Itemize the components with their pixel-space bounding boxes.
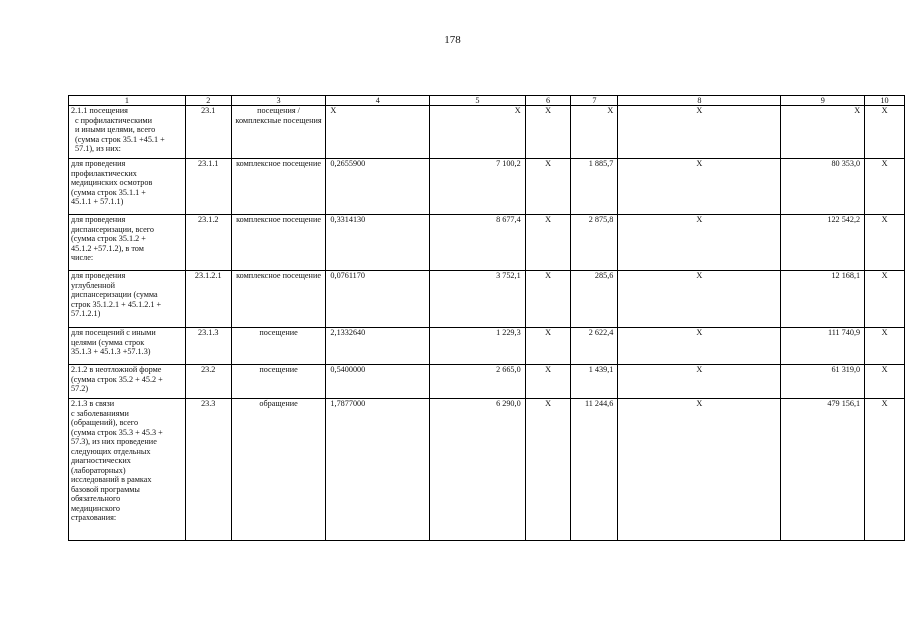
description-line: 57.2): [71, 384, 89, 394]
description-line: диспансеризации, всего: [71, 224, 154, 234]
description-line: исследований в рамках: [71, 475, 152, 485]
cell-col9: 111 740,9: [781, 328, 865, 365]
description-line: для посещений с иными: [71, 328, 156, 337]
norm-cell: X: [326, 106, 430, 159]
cost-cell: 1 229,3: [430, 328, 526, 365]
cell-col6: X: [525, 159, 571, 215]
description-line: целями (сумма строк: [71, 337, 145, 347]
cost-cell: X: [430, 106, 526, 159]
description-line: базовой программы: [71, 484, 140, 494]
description-line: 2.1.2 в неотложной форме: [71, 365, 162, 374]
row-code: 23.1.3: [185, 328, 231, 365]
norm-cell: 0,3314130: [326, 215, 430, 271]
cell-col6: X: [525, 399, 571, 541]
norm-cell: 0,5400000: [326, 365, 430, 399]
description-line: 2.1.1 посещения: [71, 106, 128, 115]
norm-cell: 0,2655900: [326, 159, 430, 215]
column-header: 4: [326, 96, 430, 106]
row-description: [69, 399, 186, 541]
cell-col7: 11 244,6: [571, 399, 618, 541]
description-line: 57.1.2.1): [71, 309, 101, 319]
description-line: числе:: [71, 253, 94, 263]
cell-col8: X: [618, 215, 781, 271]
cell-col7: 1 885,7: [571, 159, 618, 215]
description-line: (сумма строк 35.1.2 +: [71, 234, 146, 244]
row-code: 23.1.1: [185, 159, 231, 215]
table-row: [69, 159, 905, 215]
description-line: (сумма строк 35.2 + 45.2 +: [71, 374, 163, 384]
data-table: [68, 95, 905, 541]
norm-cell: 2,1332640: [326, 328, 430, 365]
description-line: медицинского: [71, 503, 120, 513]
description-line: (лабораторных): [71, 465, 126, 475]
cell-col8: X: [618, 328, 781, 365]
row-description: [69, 365, 186, 399]
cost-cell: 7 100,2: [430, 159, 526, 215]
row-code: 23.2: [185, 365, 231, 399]
norm-cell: 1,7877000: [326, 399, 430, 541]
unit-cell: посещение: [231, 328, 326, 365]
row-description: [69, 328, 186, 365]
description-line: для проведения: [71, 271, 126, 280]
cell-col10: X: [865, 159, 905, 215]
header-row: [69, 96, 905, 106]
page-number: 178: [444, 34, 461, 46]
unit-cell: комплексное посещение: [231, 159, 326, 215]
cell-col10: X: [865, 271, 905, 328]
row-code: 23.1: [185, 106, 231, 159]
cell-col8: X: [618, 159, 781, 215]
cell-col9: 479 156,1: [781, 399, 865, 541]
description-line: 2.1.3 в связи: [71, 399, 115, 408]
description-line: 57.3), из них проведение: [71, 437, 157, 447]
cost-cell: 8 677,4: [430, 215, 526, 271]
cell-col7: 2 622,4: [571, 328, 618, 365]
description-line: углубленной: [71, 280, 116, 290]
column-header: 6: [525, 96, 571, 106]
row-description: [69, 215, 186, 271]
unit-cell: посещения / комплексные посещения: [231, 106, 326, 159]
row-code: 23.1.2: [185, 215, 231, 271]
table-row: [69, 328, 905, 365]
column-header: 9: [781, 96, 865, 106]
cell-col8: X: [618, 106, 781, 159]
cell-col8: X: [618, 271, 781, 328]
description-line: (сумма строк 35.3 + 45.3 +: [71, 427, 163, 437]
description-line: строк 35.1.2.1 + 45.1.2.1 +: [71, 299, 162, 309]
cost-cell: 2 665,0: [430, 365, 526, 399]
description-line: следующих отдельных: [71, 446, 151, 456]
description-line: для проведения: [71, 215, 126, 224]
table-row: [69, 271, 905, 328]
cell-col7: 1 439,1: [571, 365, 618, 399]
cell-col10: X: [865, 365, 905, 399]
cell-col10: X: [865, 328, 905, 365]
cell-col9: 61 319,0: [781, 365, 865, 399]
unit-cell: комплексное посещение: [231, 215, 326, 271]
table-row: [69, 399, 905, 541]
cell-col6: X: [525, 365, 571, 399]
table-row: [69, 365, 905, 399]
cell-col9: 122 542,2: [781, 215, 865, 271]
description-line: с профилактическими: [75, 115, 152, 125]
column-header: 5: [430, 96, 526, 106]
description-line: медицинских осмотров: [71, 178, 153, 188]
description-line: 45.1.1 + 57.1.1): [71, 197, 124, 207]
description-line: 45.1.2 +57.1.2), в том: [71, 243, 144, 253]
description-line: и иными целями, всего: [75, 125, 156, 135]
description-line: страхования:: [71, 513, 117, 523]
column-header: 1: [69, 96, 186, 106]
cell-col7: X: [571, 106, 618, 159]
cost-cell: 6 290,0: [430, 399, 526, 541]
row-description: [69, 271, 186, 328]
column-header: 10: [865, 96, 905, 106]
cell-col7: 2 875,8: [571, 215, 618, 271]
unit-cell: комплексное посещение: [231, 271, 326, 328]
description-line: диагностических: [71, 456, 131, 466]
column-header: 3: [231, 96, 326, 106]
column-header: 2: [185, 96, 231, 106]
table-row: [69, 106, 905, 159]
column-header: 8: [618, 96, 781, 106]
cell-col9: 80 353,0: [781, 159, 865, 215]
description-line: профилактических: [71, 168, 137, 178]
description-line: диспансеризации (сумма: [71, 290, 158, 300]
cell-col6: X: [525, 106, 571, 159]
row-description: [69, 159, 186, 215]
unit-cell: обращение: [231, 399, 326, 541]
description-line: (сумма строк 35.1 +45.1 +: [75, 134, 165, 144]
column-header: 7: [571, 96, 618, 106]
cell-col8: X: [618, 399, 781, 541]
cell-col10: X: [865, 215, 905, 271]
norm-cell: 0,0761170: [326, 271, 430, 328]
row-description: [69, 106, 186, 159]
description-line: для проведения: [71, 159, 126, 168]
unit-cell: посещение: [231, 365, 326, 399]
description-line: 35.1.3 + 45.1.3 +57.1.3): [71, 347, 151, 357]
description-line: (сумма строк 35.1.1 +: [71, 187, 146, 197]
cell-col10: X: [865, 106, 905, 159]
cell-col9: X: [781, 106, 865, 159]
cell-col9: 12 168,1: [781, 271, 865, 328]
description-line: с заболеваниями: [71, 408, 129, 418]
cell-col8: X: [618, 365, 781, 399]
description-line: (обращений), всего: [71, 418, 139, 428]
cell-col6: X: [525, 328, 571, 365]
cell-col7: 285,6: [571, 271, 618, 328]
cell-col10: X: [865, 399, 905, 541]
row-code: 23.1.2.1: [185, 271, 231, 328]
cell-col6: X: [525, 271, 571, 328]
description-line: обязательного: [71, 494, 121, 504]
cell-col6: X: [525, 215, 571, 271]
table-row: [69, 215, 905, 271]
description-line: 57.1), из них:: [75, 144, 121, 154]
cost-cell: 3 752,1: [430, 271, 526, 328]
row-code: 23.3: [185, 399, 231, 541]
